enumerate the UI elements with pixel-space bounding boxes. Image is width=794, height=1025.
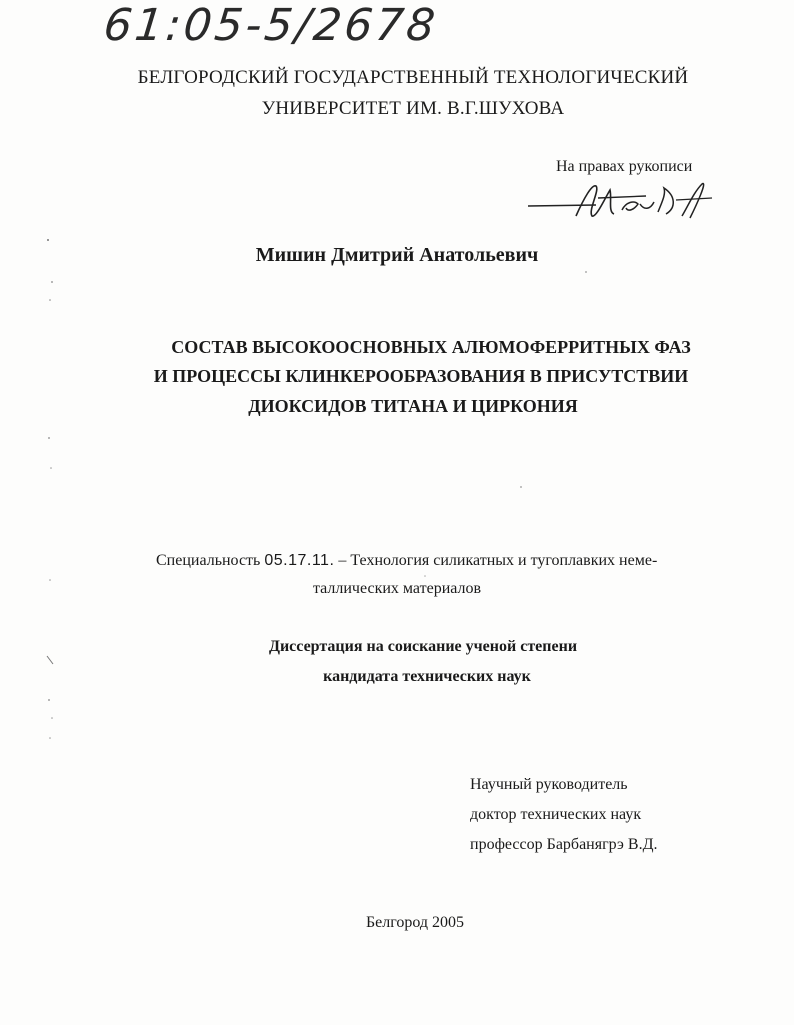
specialty-description: – Технология силикатных и тугоплавких неме- [334, 552, 658, 569]
degree-statement-line2: кандидата технических наук [323, 668, 531, 685]
dissertation-title-line2: И ПРОЦЕССЫ КЛИНКЕРООБРАЗОВАНИЯ В ПРИСУТСТВИИ [153, 366, 689, 386]
specialty-line1 [156, 552, 657, 570]
specialty-code: 05.17.11. [264, 552, 335, 569]
dissertation-title-line1: СОСТАВ ВЫСОКООСНОВНЫХ АЛЮМОФЕРРИТНЫХ ФАЗ [171, 337, 691, 357]
university-name-line2: УНИВЕРСИТЕТ ИМ. В.Г.ШУХОВА [261, 98, 565, 119]
city-and-year: Белгород 2005 [365, 914, 465, 931]
advisor-degree: доктор технических наук [470, 806, 642, 823]
university-name-line1: БЕЛГОРОДСКИЙ ГОСУДАРСТВЕННЫЙ ТЕХНОЛОГИЧЕСКИЙ [137, 67, 689, 88]
degree-statement-line1: Диссертация на соискание ученой степени [268, 638, 578, 655]
manuscript-rights-note: На правах рукописи [556, 158, 693, 175]
signature-mark [526, 176, 716, 222]
dissertation-title-line3: ДИОКСИДОВ ТИТАНА И ЦИРКОНИЯ [248, 396, 578, 416]
advisor-role: Научный руководитель [470, 776, 628, 793]
handwritten-archive-number: 61:05-5/2678 [101, 0, 441, 51]
advisor-name: профессор Барбанягрэ В.Д. [470, 836, 658, 853]
specialty-line2: таллических материалов [312, 580, 482, 597]
specialty-prefix: Специальность [156, 552, 265, 569]
author-name: Мишин Дмитрий Анатольевич [255, 244, 539, 266]
